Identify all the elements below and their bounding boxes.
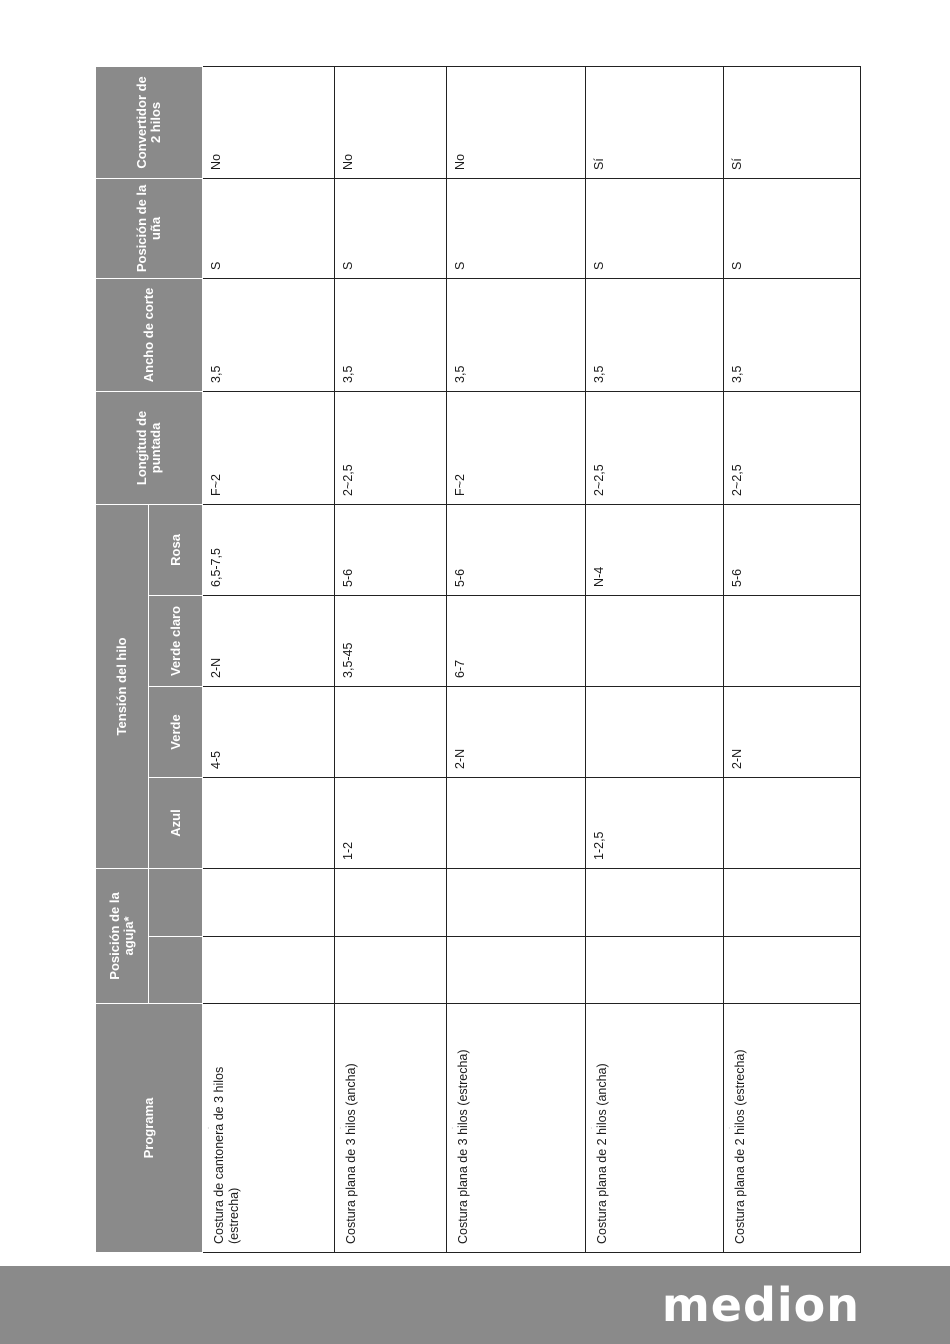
header-verde: Verde	[149, 686, 203, 777]
cell-aguja-left	[203, 937, 335, 1004]
cell-convertidor: No	[447, 66, 586, 178]
cell-aguja-right	[203, 868, 335, 936]
header-longitud: Longitud de puntada	[96, 391, 203, 504]
cell-verde: 4-5	[203, 686, 335, 777]
cell-convertidor: No	[335, 66, 447, 178]
settings-table	[95, 66, 861, 1253]
cell-aguja-right	[724, 868, 861, 936]
cell-verde-claro: 2-N	[203, 595, 335, 686]
table-row	[447, 66, 586, 1252]
table-row	[586, 66, 724, 1252]
cell-una: S	[724, 178, 861, 278]
header-rosa: Rosa	[149, 504, 203, 595]
dot-mark: ·	[338, 1127, 344, 1129]
cell-ancho: 3,5	[586, 278, 724, 391]
cell-una: S	[203, 178, 335, 278]
cell-rosa: 5-6	[447, 504, 586, 595]
header-aguja-right	[149, 868, 203, 936]
dot-mark: ·	[206, 1127, 212, 1129]
header-azul: Azul	[149, 777, 203, 868]
cell-longitud: 2~2,5	[586, 391, 724, 504]
header-programa: Programa	[96, 1004, 203, 1253]
dot-mark: ·	[727, 1127, 733, 1129]
footer-bar	[0, 1266, 950, 1344]
header-posicion-aguja: Posición de la aguja*	[96, 868, 149, 1003]
cell-rosa: 6,5-7,5	[203, 504, 335, 595]
cell-convertidor: Sí	[586, 66, 724, 178]
cell-azul: 1-2	[335, 777, 447, 868]
row-programa: Costura plana de 3 hilos (estrecha)	[456, 1049, 470, 1244]
cell-verde	[586, 686, 724, 777]
cell-verde: 2-N	[447, 686, 586, 777]
dot-mark: ·	[450, 1127, 456, 1129]
cell-verde-claro	[724, 595, 861, 686]
cell-azul	[447, 777, 586, 868]
dot-mark: ·	[589, 1127, 595, 1129]
cell-rosa: N-4	[586, 504, 724, 595]
cell-aguja-left	[335, 937, 447, 1004]
cell-ancho: 3,5	[203, 278, 335, 391]
cell-convertidor: Sí	[724, 66, 861, 178]
header-ancho: Ancho de corte	[96, 278, 203, 391]
cell-longitud: F~2	[447, 391, 586, 504]
row-programa: Costura plana de 3 hilos (ancha)	[344, 1063, 358, 1244]
cell-azul	[724, 777, 861, 868]
brand-logo: medion	[661, 1278, 860, 1332]
table-row	[203, 66, 335, 1252]
row-programa: Costura plana de 2 hilos (estrecha)	[733, 1049, 747, 1244]
cell-aguja-left	[724, 937, 861, 1004]
cell-longitud: F~2	[203, 391, 335, 504]
rotated-table-wrapper	[95, 67, 860, 1253]
cell-verde: 2-N	[724, 686, 861, 777]
cell-ancho: 3,5	[335, 278, 447, 391]
table-row	[724, 66, 861, 1252]
row-programa: Costura plana de 2 hilos (ancha)	[595, 1063, 609, 1244]
cell-ancho: 3,5	[724, 278, 861, 391]
cell-azul: 1-2,5	[586, 777, 724, 868]
cell-longitud: 2~2,5	[724, 391, 861, 504]
cell-aguja-right	[447, 868, 586, 936]
cell-convertidor: No	[203, 66, 335, 178]
header-verde-claro: Verde claro	[149, 595, 203, 686]
row-programa: Costura de cantonera de 3 hilos (estrecha)	[212, 1066, 241, 1244]
table-row	[335, 66, 447, 1252]
cell-una: S	[586, 178, 724, 278]
header-tension: Tensión del hilo	[96, 504, 149, 868]
cell-verde-claro	[586, 595, 724, 686]
cell-ancho: 3,5	[447, 278, 586, 391]
cell-una: S	[335, 178, 447, 278]
header-convertidor: Convertidor de 2 hilos	[96, 66, 203, 178]
header-posicion-una: Posición de la uña	[96, 178, 203, 278]
cell-verde-claro: 6-7	[447, 595, 586, 686]
cell-verde-claro: 3,5-45	[335, 595, 447, 686]
header-aguja-left	[149, 937, 203, 1004]
cell-aguja-right	[586, 868, 724, 936]
cell-verde	[335, 686, 447, 777]
cell-longitud: 2~2,5	[335, 391, 447, 504]
cell-una: S	[447, 178, 586, 278]
cell-aguja-left	[586, 937, 724, 1004]
cell-aguja-left	[447, 937, 586, 1004]
cell-azul	[203, 777, 335, 868]
cell-aguja-right	[335, 868, 447, 936]
cell-rosa: 5-6	[335, 504, 447, 595]
cell-rosa: 5-6	[724, 504, 861, 595]
